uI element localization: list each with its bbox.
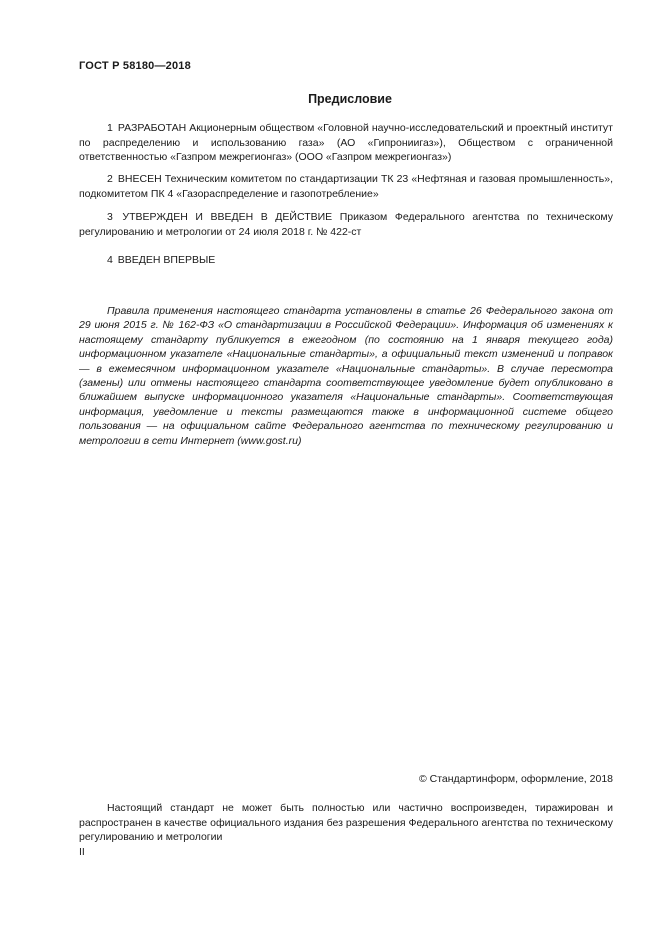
preface-item-1 (79, 121, 613, 165)
preface-item-3 (79, 210, 613, 239)
item-text: ВВЕДЕН ВПЕРВЫЕ (117, 254, 216, 266)
item-text: РАЗРАБОТАН Акционерным обществом «Головной научно-исследовательский и проектный институт по распределению и использованию газа» (АО «Гипрониигаз»), Обществом с ограниченной ответственностью «Газпром межрегионгаз» (ООО «Газпром межрегионгаз») (79, 122, 613, 163)
preface-title: Предисловие (308, 92, 392, 106)
item-number: 2 (107, 173, 113, 185)
page-number: II (79, 846, 85, 858)
copyright-notice: © Стандартинформ, оформление, 2018 (418, 773, 613, 785)
item-number: 3 (107, 211, 113, 223)
preface-item-4 (79, 253, 613, 268)
item-number: 1 (107, 122, 113, 134)
item-number: 4 (107, 254, 113, 266)
preface-item-2 (79, 172, 613, 201)
standard-id-header: ГОСТ Р 58180—2018 (79, 60, 191, 72)
item-text: ВНЕСЕН Техническим комитетом по стандартизации ТК 23 «Нефтяная и газовая промышленность», подкомитетом ПК 4 «Газораспределение и газопотребление» (79, 173, 613, 200)
item-text: УТВЕРЖДЕН И ВВЕДЕН В ДЕЙСТВИЕ Приказом Федерального агентства по техническому регулированию и метрологии от 24 июля 2018 г. № 422-ст (79, 211, 614, 238)
standard-application-notice: Правила применения настоящего стандарта установлены в статье 26 Федерального закона от 29 июня 2015 г. № 162-ФЗ «О стандартизации в Российской Федерации». Информация об изменениях к настоящему стандарту публикуется в ежегодном (по состоянию на 1 января текущего года) информационном указателе «Национальные стандарты», а официальный текст изменений и поправок — в ежемесячном информационном указателе «Национальные стандарты». В случае пересмотра (замены) или отмены настоящего стандарта соответствующее уведомление будет опубликовано в ближайшем выпуске информационного указателя «Национальные стандарты». Соответствующая информация, уведомление и тексты размещаются также в информационной системе общего пользования — на официальном сайте Федерального агентства по техническому регулированию и метрологии в сети Интернет (www.gost.ru) (79, 305, 613, 447)
reproduction-restriction-notice: Настоящий стандарт не может быть полностью или частично воспроизведен, тиражирован и распространен в качестве официального издания без разрешения Федерального агентства по техническому регулированию и метрологии (79, 802, 613, 843)
